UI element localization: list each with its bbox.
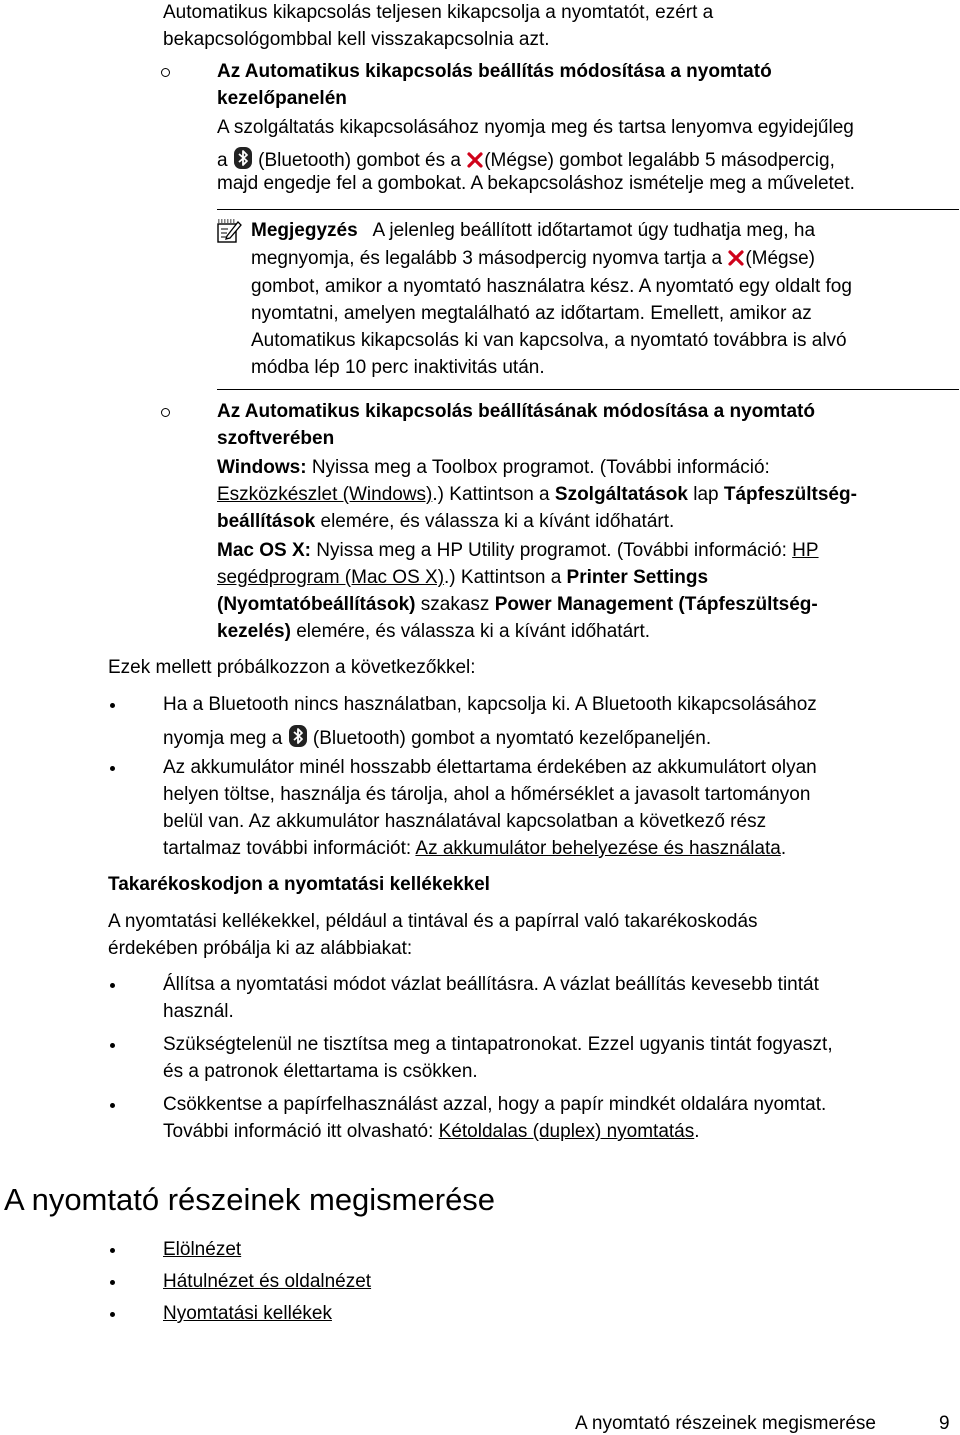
note-line: nyomtatni, amelyen megtalálható az időtartam. Emellett, amikor az	[251, 303, 812, 324]
body-text: segédprogram (Mac OS X).) Kattintson a Printer Settings	[217, 567, 709, 588]
bullet	[110, 703, 115, 708]
bullet	[110, 1043, 115, 1048]
bullet	[110, 1103, 115, 1108]
note-bottom-rule	[217, 389, 959, 390]
section-heading: Takarékoskodjon a nyomtatási kellékekkel	[108, 874, 490, 895]
bullet-text: tartalmaz további információt: Az akkumulátor behelyezése és használata.	[163, 838, 787, 859]
bullet-text: helyen töltse, használja és tárolja, ahol a hőmérséklet a javasolt tartományon	[163, 784, 811, 805]
bullet-text: Csökkentse a papírfelhasználást azzal, hogy a papír mindkét oldalára nyomtat.	[163, 1094, 827, 1115]
note-line: Megjegyzés A jelenleg beállított időtartamot úgy tudhatja meg, ha	[251, 220, 816, 241]
sub-bullet-circle	[161, 408, 170, 417]
link-hp-utility-cont[interactable]: segédprogram (Mac OS X)	[217, 567, 445, 588]
body-text: érdekében próbálja ki az alábbiakat:	[108, 938, 413, 959]
bullet-text: Ha a Bluetooth nincs használatban, kapcsolja ki. A Bluetooth kikapcsolásához	[163, 694, 817, 715]
body-text: A nyomtatási kellékekkel, például a tintával és a papírral való takarékoskodás	[108, 911, 758, 932]
body-text: a (Bluetooth) gombot és a (Mégse) gombot legalább 5 másodpercig,	[217, 146, 835, 176]
page-heading: A nyomtató részeinek megismerése	[4, 1182, 496, 1217]
body-text: (Nyomtatóbeállítások) szakasz Power Management (Tápfeszültség-	[217, 594, 818, 615]
bullet	[110, 1312, 115, 1317]
bullet	[110, 1280, 115, 1285]
link-battery[interactable]: Az akkumulátor behelyezése és használata	[415, 838, 781, 859]
body-text: kezelés) elemére, és válassza ki a kívánt időhatárt.	[217, 621, 651, 642]
note-line: gombot, amikor a nyomtató használatra kész. A nyomtató egy oldalt fog	[251, 276, 852, 297]
body-text: Windows: Nyissa meg a Toolbox programot. (További információ:	[217, 457, 770, 478]
bullet-text: használ.	[163, 1001, 234, 1022]
note-line: megnyomja, és legalább 3 másodpercig nyomva tartja a (Mégse)	[251, 248, 815, 273]
note-line: módba lép 10 perc inaktivitás után.	[251, 357, 545, 378]
bullet-text: és a patronok élettartama is csökken.	[163, 1061, 478, 1082]
list-item	[163, 1239, 241, 1261]
footer-title: A nyomtató részeinek megismerése	[575, 1413, 876, 1434]
link-toolbox-windows[interactable]: Eszközkészlet (Windows)	[217, 484, 433, 505]
list-item	[163, 1303, 332, 1325]
note-top-rule	[217, 209, 959, 210]
bullet-text: Állítsa a nyomtatási módot vázlat beállításra. A vázlat beállítás kevesebb tintát	[163, 974, 819, 995]
cancel-x-icon	[466, 151, 484, 175]
sub-bullet-circle	[161, 68, 170, 77]
bullet-text: Az akkumulátor minél hosszabb élettartama érdekében az akkumulátort olyan	[163, 757, 817, 778]
subsection-heading: Az Automatikus kikapcsolás beállításának módosítása a nyomtató	[217, 401, 815, 422]
subsection-heading: szoftverében	[217, 428, 335, 449]
bullet	[110, 766, 115, 771]
bullet-text: belül van. Az akkumulátor használatával kapcsolatban a következő rész	[163, 811, 767, 832]
list-item	[163, 1271, 371, 1293]
link-back-side-view[interactable]: Hátulnézet és oldalnézet	[163, 1271, 372, 1292]
note-line: Automatikus kikapcsolás ki van kapcsolva, a nyomtató továbbra is alvó	[251, 330, 847, 351]
body-text: Ezek mellett próbálkozzon a következőkkel:	[108, 657, 476, 678]
link-supplies[interactable]: Nyomtatási kellékek	[163, 1303, 332, 1324]
link-front-view[interactable]: Elölnézet	[163, 1239, 242, 1260]
bullet-text: További információ itt olvasható: Kétoldalas (duplex) nyomtatás.	[163, 1121, 700, 1142]
link-duplex[interactable]: Kétoldalas (duplex) nyomtatás	[438, 1121, 695, 1142]
page-number: 9	[939, 1413, 950, 1434]
note-pencil-icon	[216, 218, 242, 250]
subsection-heading: kezelőpanelén	[217, 88, 347, 109]
subsection-heading: Az Automatikus kikapcsolás beállítás módosítása a nyomtató	[217, 61, 772, 82]
body-text: bekapcsológombbal kell visszakapcsolnia azt.	[163, 29, 550, 50]
bluetooth-icon	[288, 724, 308, 754]
bullet	[110, 1248, 115, 1253]
body-text: Mac OS X: Nyissa meg a HP Utility programot. (További információ: HP	[217, 540, 819, 561]
bullet	[110, 983, 115, 988]
body-text: beállítások elemére, és válassza ki a kívánt időhatárt.	[217, 511, 675, 532]
body-text: Automatikus kikapcsolás teljesen kikapcsolja a nyomtatót, ezért a	[163, 2, 714, 23]
body-text: majd engedje fel a gombokat. A bekapcsoláshoz ismételje meg a műveletet.	[217, 173, 855, 194]
link-hp-utility[interactable]: HP	[792, 540, 819, 561]
bullet-text: nyomja meg a (Bluetooth) gombot a nyomtató kezelőpaneljén.	[163, 724, 711, 754]
bluetooth-icon	[233, 146, 253, 176]
bullet-text: Szükségtelenül ne tisztítsa meg a tintapatronokat. Ezzel ugyanis tintát fogyaszt,	[163, 1034, 833, 1055]
cancel-x-icon	[727, 249, 745, 273]
body-text: Eszközkészlet (Windows).) Kattintson a Szolgáltatások lap Tápfeszültség-	[217, 484, 857, 505]
body-text: A szolgáltatás kikapcsolásához nyomja meg és tartsa lenyomva egyidejűleg	[217, 117, 854, 138]
